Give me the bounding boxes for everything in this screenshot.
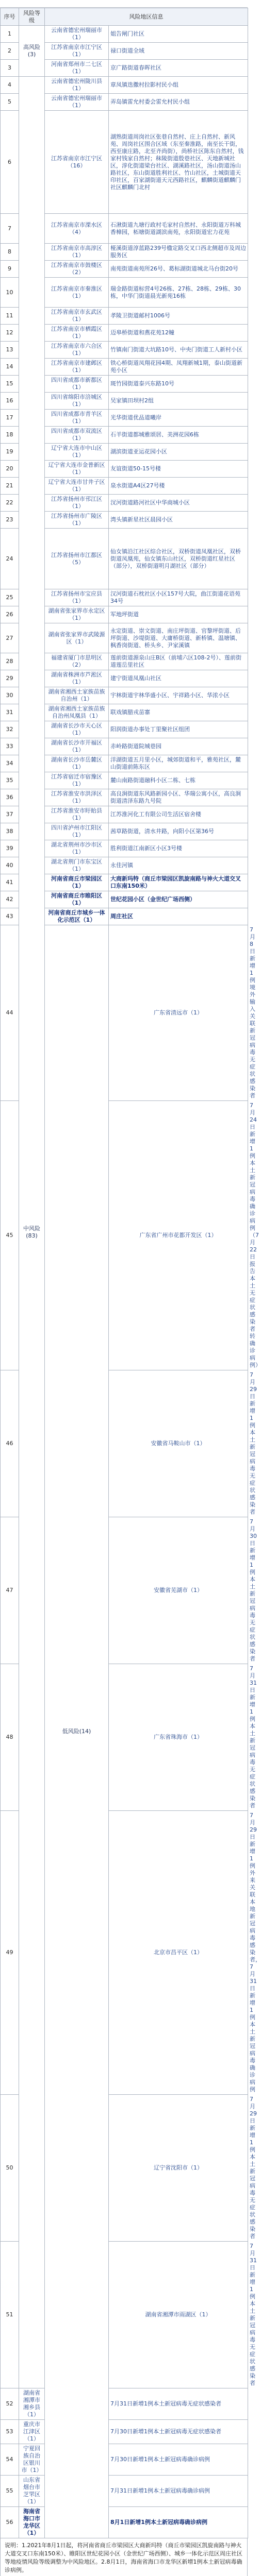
row-number: 46 (1, 1370, 19, 1517)
area-info-cell: 桠溪街道淳蓝路239号楹定路交叉口西北侧超市及周边服务区 (109, 244, 248, 261)
row-number: 52 (1, 2388, 19, 2420)
row-number: 16 (1, 393, 19, 410)
region-cell: 江苏省宿迁市宿豫区（1） (45, 772, 109, 789)
top-edge (0, 0, 248, 8)
region-cell: 辽宁省沈阳市（1） (109, 2095, 248, 2242)
region-cell: 云南省德宏州瑞丽市（1） (45, 26, 109, 43)
region-cell: 江苏省南京市六合区（1） (45, 342, 109, 359)
row-number: 25 (1, 589, 19, 606)
region-cell: 辽宁省大连市金普新区（1） (45, 461, 109, 478)
row-number: 51 (1, 2242, 19, 2388)
row-number: 44 (1, 925, 19, 1101)
region-cell: 湖南省张家界市武陵源区（1） (45, 623, 109, 653)
region-cell: 江苏省南京市秦淮区（1） (45, 278, 109, 308)
region-cell: 江苏省淮安市盱眙县（1） (45, 806, 109, 823)
region-cell: 安徽省芜湖市（1） (109, 1517, 248, 1664)
row-number: 21 (1, 478, 19, 495)
row-number: 42 (1, 891, 19, 908)
region-cell: 福建省厦门市思明区（2） (45, 653, 109, 670)
notes-text: 说明：1.2021年8月1日起，将河南省商丘市梁园区大商新玛特（商丘市梁园区凯旋南路与神火大道交叉口东南150米）、睢阳区世纪花园小区（金世纪广场西侧）、城乡一体化示范区周庄社区等地疫情风险等级调整为中风险地区。2.8月1日，海南省海口市龙华区新增1例本土新冠病毒确诊病例。 (5, 2542, 242, 2573)
area-info-cell: 8月1日新增1例本土新冠病毒确诊病例 (109, 2507, 248, 2538)
row-number: 35 (1, 772, 19, 789)
row-number: 13 (1, 342, 19, 359)
header-info: 风险地区信息 (45, 8, 248, 26)
region-cell: 湖北省荆州市沙市区（1） (45, 840, 109, 857)
region-cell: 江苏省南京市江宁区（1） (45, 43, 109, 60)
area-info-cell: 湾头镇新星社区晨园小区 (109, 512, 248, 529)
row-number: 41 (1, 874, 19, 891)
region-cell: 江苏省扬州市邗江区（1） (45, 495, 109, 512)
area-info-cell: 汊河街道路河社区中华商城小区 (109, 495, 248, 512)
area-info-cell: 建宁街道凤凰山社区 (109, 670, 248, 687)
region-cell: 湖南省张家界市永定区（1） (45, 606, 109, 623)
region-cell: 湖南省湘潭市湘乡县（1） (19, 2388, 45, 2420)
area-info-cell: 江苏淮河化工有限公司生活区宿舍楼 (109, 806, 248, 823)
row-number: 22 (1, 495, 19, 512)
region-cell: 江苏省南京市江宁区（16） (45, 111, 109, 214)
row-number: 12 (1, 325, 19, 342)
row-number: 29 (1, 670, 19, 687)
row-number: 5 (1, 94, 19, 111)
area-info-cell: 阳润街道办事处丁里聚社区组团 (109, 721, 248, 738)
table-row: 45 广东省广州市花都开发区（1） 7月24日新增1例本土新冠病毒确诊病例（7月22日报告本土无症状感染者转确诊病例） (1, 1101, 248, 1370)
region-cell: 河南省商丘市城乡一体化示范区（1） (45, 908, 109, 925)
region-cell: 江苏省淮安市洪泽区（1） (45, 789, 109, 806)
area-info-cell: 世纪花园小区（金世纪广场西侧） (109, 891, 248, 908)
row-number: 33 (1, 738, 19, 755)
area-info-cell: 章凤镇迭撒村拉影村民小组 (109, 77, 248, 94)
row-number: 20 (1, 461, 19, 478)
area-info-cell: 7月30日新增1例本土新冠病毒无症状感染者 (109, 2420, 248, 2444)
risk-level-cell: 中风险(83) (19, 77, 45, 2388)
row-number: 9 (1, 261, 19, 278)
area-info-cell: 永佳河镇 (109, 857, 248, 874)
row-number: 56 (1, 2507, 19, 2538)
row-number: 47 (1, 1517, 19, 1664)
region-cell: 湖南省长沙市天心区（1） (45, 721, 109, 738)
area-info-cell: 7月30日新增1例本土新冠病毒确诊病例 (109, 2444, 248, 2476)
notes-block (0, 2538, 248, 2576)
row-number: 18 (1, 427, 19, 444)
table-row: 49 北京市昌平区（1） 7月29日新增1例外来关联本地新冠病毒感染者，7月31日新增1例本土新冠病毒确诊病例 (1, 1811, 248, 2095)
region-cell: 北京市昌平区（1） (109, 1811, 248, 2095)
region-cell: 重庆市江津区（1） (19, 2420, 45, 2444)
table-header-row (1, 8, 248, 26)
region-cell: 辽宁省大连市中山区（1） (45, 444, 109, 461)
area-info-cell: 斑竹园街道泰兴东路10号 (109, 376, 248, 393)
region-cell: 四川省成都市新都区（1） (45, 376, 109, 393)
row-number: 11 (1, 308, 19, 325)
area-info-cell: 湖熟街道周岗社区张巷自然村、庄上自然村、新风苑、周岗社区围合区域（东至秦淮路，南至长干街，西至康庄路，北至齐尚街），尚桥社区陈东自然村，钱家村钱家自然村；秣陵街道殷巷社区、天地新城社区，淳化街道梁台社区、湖溪路社区，汤山街道汤山路社区，东山街道胜利社区、竹山社区，土城街道天印社区，百家湖街道天元西路社区，麒麟街道麒麟门社区麒麟门北村 (109, 111, 248, 214)
row-number: 55 (1, 2476, 19, 2507)
row-number: 10 (1, 278, 19, 308)
area-info-cell: 赤岭路街道院城巷园 (109, 738, 248, 755)
row-number: 37 (1, 806, 19, 823)
area-info-cell: 南苑街道南苑所26号、葛标湖街道城北马台街20号 (109, 261, 248, 278)
area-info-cell: 联戏镇腊戎苗寨 (109, 704, 248, 721)
row-number: 23 (1, 512, 19, 529)
table-row: 46 安徽省马鞍山市（1） 7月29日新增1例本土新冠病毒无症状感染者 (1, 1370, 248, 1517)
region-cell: 江苏省南京市溧水区（4） (45, 214, 109, 244)
row-number: 40 (1, 857, 19, 874)
area-info-cell: 宇林街道宇林华盛小区、宇祥路小区、华浓小区 (109, 687, 248, 704)
area-info-cell: 铁心桥街道凤翔花园4期、凤翔新城1期，泰山街道新苑小区 (109, 359, 248, 376)
region-cell: 广东省清远市（1） (109, 925, 248, 1101)
row-number: 43 (1, 908, 19, 925)
area-info-cell: 仙女镇沿江社区综合社区，双桥街道凤凰社区，双桥街道凤凰苑，仙女镇东山社区，双桥街道红星社区（部分），双桥街道明月湖社区（部分） (109, 529, 248, 589)
row-number: 32 (1, 721, 19, 738)
area-info-cell: 京广路街道春晖社区 (109, 60, 248, 77)
risk-area-table (0, 8, 261, 2538)
table-row (1, 26, 248, 43)
region-cell: 海南省海口市龙华区（1） (19, 2507, 45, 2538)
region-cell: 云南省德宏州瑞丽市（1） (45, 94, 109, 111)
row-number: 14 (1, 359, 19, 376)
region-cell: 江苏省南京市高淳区（1） (45, 244, 109, 261)
region-cell: 河南省商丘市梁园区（1） (45, 874, 109, 891)
area-info-cell: 竹镇南门街道大坑路10号、中央门街道工人新村小区 (109, 342, 248, 359)
area-info-cell: 永定街道、崇文街道、南庄坪街道、官黎坪街道、后坪街道、沙堤街道、大庸桥街道、新桥镇、温塘镇、枫香岗街道、桥头乡、尹家溪镇 (109, 623, 248, 653)
table-row: 44 低风险(14) 广东省清远市（1） 7月8日新增1例境外输入关联新冠病毒无症状感染者 (1, 925, 248, 1101)
table-row (1, 2476, 248, 2507)
row-number: 54 (1, 2444, 19, 2476)
row-number: 34 (1, 755, 19, 772)
row-number: 19 (1, 444, 19, 461)
region-cell: 湖北省荆门市东宝区（1） (45, 857, 109, 874)
row-number: 30 (1, 687, 19, 704)
risk-level-cell: 低风险(14) (45, 925, 109, 2538)
region-cell: 湖南省长沙市开福区（1） (45, 738, 109, 755)
row-number: 28 (1, 653, 19, 670)
row-number: 15 (1, 376, 19, 393)
region-cell: 河南省商丘市睢阳区（1） (45, 891, 109, 908)
region-cell: 山东省烟台市芝罘区（1） (19, 2476, 45, 2507)
area-info-cell: 7月31日新增1例本土新冠病毒无症状感染者 (109, 2388, 248, 2420)
area-info-cell: 汉河街道石枕社区小区157号大院，曲江街道花语苑34号 (109, 589, 248, 606)
area-info-cell: 茜草路街道，清水井路，向阳小区第36号 (109, 823, 248, 840)
region-cell: 辽宁省大连市甘井子区（1） (45, 478, 109, 495)
region-cell: 河南省郑州市二七区（1） (45, 60, 109, 77)
area-info-cell: 瑞金路街道标营4号26栋、27栋、28栋、29栋、30栋，中华门街道晨光新苑16栋 (109, 278, 248, 308)
region-cell: 江苏省扬州市宝应县（1） (45, 589, 109, 606)
area-info-cell: 吴家镇田坝村2组 (109, 393, 248, 410)
row-number: 2 (1, 43, 19, 60)
row-number: 24 (1, 529, 19, 589)
area-info-cell: 禄口街道全域 (109, 43, 248, 60)
region-cell: 湖南省湘西土家族苗族自治州凤凰县（1） (45, 704, 109, 721)
table-row: 48 广东省珠海市（1） 7月31日新增1例本土新冠病毒无症状感染者 (1, 1664, 248, 1811)
row-number: 48 (1, 1664, 19, 1811)
area-info-cell: 周庄社区 (109, 908, 248, 925)
area-info-cell: 孝陵卫街道邮村1006号 (109, 308, 248, 325)
header-no: 序号 (1, 8, 19, 26)
area-info-cell: 泉水街道A4区27号楼 (109, 478, 248, 495)
region-cell: 宁夏回族自治区银川市（1） (19, 2444, 45, 2476)
row-number: 3 (1, 60, 19, 77)
area-info-cell: 洋湖街道五月里小区，城郊街道和平，雅苑社区，麓山街道前陈东区 (109, 755, 248, 772)
area-info-cell: 军地坪街道 (109, 606, 248, 623)
row-number: 31 (1, 704, 19, 721)
table-row (1, 2388, 248, 2420)
region-cell: 云南省德宏州陇川县（1） (45, 77, 109, 94)
area-info-cell: 弄岛镇雷允村委会雷允村民小组 (109, 94, 248, 111)
region-cell: 江苏省扬州市广陵区（1） (45, 512, 109, 529)
area-info-cell: 胜利街道江南新区小区3号楼 (109, 840, 248, 857)
table-row: 50 辽宁省沈阳市（1） 7月29日新增1例本土新冠病毒无症状感染者 (1, 2095, 248, 2242)
row-number: 36 (1, 789, 19, 806)
region-cell: 江苏省南京市建邺区（1） (45, 359, 109, 376)
row-number: 17 (1, 410, 19, 427)
table-row (1, 2507, 248, 2538)
area-info-cell: 友谊街道50-15号楼 (109, 461, 248, 478)
region-cell: 江苏省南京市玄武区（1） (45, 308, 109, 325)
area-info-cell: 迈皋桥街道和燕花苑12幢 (109, 325, 248, 342)
row-number: 53 (1, 2420, 19, 2444)
row-number: 26 (1, 606, 19, 623)
row-number: 6 (1, 111, 19, 214)
area-info-cell: 姐告闸门社区 (109, 26, 248, 43)
region-cell: 江苏省南京市栖霞区（1） (45, 325, 109, 342)
area-info-cell: 石羊街道都城雅颂居、美洲花园6栋 (109, 427, 248, 444)
risk-level-cell: 高风险(3) (19, 26, 45, 77)
row-number: 27 (1, 623, 19, 653)
region-cell: 四川省泸州市江阳区（1） (45, 823, 109, 840)
region-cell: 湖南省长沙市岳麓区（1） (45, 755, 109, 772)
row-number: 50 (1, 2095, 19, 2242)
region-cell: 广东省珠海市（1） (109, 1664, 248, 1811)
header-level: 风险等级 (19, 8, 45, 26)
table-row (1, 2420, 248, 2444)
row-number: 4 (1, 77, 19, 94)
area-info-cell: 高良涧街道东风路新园小区、华瑞公寓小区，高良涧街道清泽东路九号院 (109, 789, 248, 806)
region-cell: 安徽省马鞍山市（1） (109, 1370, 248, 1517)
table-row (1, 2444, 248, 2476)
row-number: 38 (1, 823, 19, 840)
area-info-cell: 光华街道优品道曦岸 (109, 410, 248, 427)
area-info-cell: 石湫街道九塘行政村毛家村自然村、永阳街道万科城香樟园，柘塘街道湖滨南苑，永阳街道宏力花苑 (109, 214, 248, 244)
area-info-cell: 大商新玛特（商丘市梁园区凯旋南路与神火大道交叉口东南150米） (109, 874, 248, 891)
area-info-cell: 7月31日新增1例本土新冠病毒确诊病例 (109, 2476, 248, 2507)
row-number: 1 (1, 26, 19, 43)
row-number: 7 (1, 214, 19, 244)
table-row: 47 安徽省芜湖市（1） 7月30日新增1例本土新冠病毒无症状感染者 (1, 1517, 248, 1664)
region-cell: 四川省成都市双流区（1） (45, 427, 109, 444)
region-cell: 江苏省南京市鼓楼区（2） (45, 261, 109, 278)
region-cell: 湖南省湘潭市雨湖区（1） (109, 2242, 248, 2388)
table-row (1, 77, 248, 94)
row-number: 39 (1, 840, 19, 857)
row-number: 49 (1, 1811, 19, 2095)
region-cell: 湖南省湘西土家族苗族自治州（1） (45, 687, 109, 704)
area-info-cell: 麓山南路街道融科小区二栋、七栋 (109, 772, 248, 789)
table-row: 51 湖南省湘潭市雨湖区（1） 7月31日新增1例本土新冠病毒无症状感染者 (1, 2242, 248, 2388)
area-info-cell: 莲前街道源泉山庄B区（前埔六区108-2号）、莲前街道莲岳里社区 (109, 653, 248, 670)
area-info-cell: 湖滨街道亚运花园小区 (109, 444, 248, 461)
region-cell: 四川省绵阳市涪城区（1） (45, 393, 109, 410)
region-cell: 四川省成都市青羊区（1） (45, 410, 109, 427)
region-cell: 湖南省株洲市芦淞区（1） (45, 670, 109, 687)
region-cell: 江苏省扬州市江都区（5） (45, 529, 109, 589)
region-cell: 广东省广州市花都开发区（1） (109, 1101, 248, 1370)
row-number: 45 (1, 1101, 19, 1370)
row-number: 8 (1, 244, 19, 261)
